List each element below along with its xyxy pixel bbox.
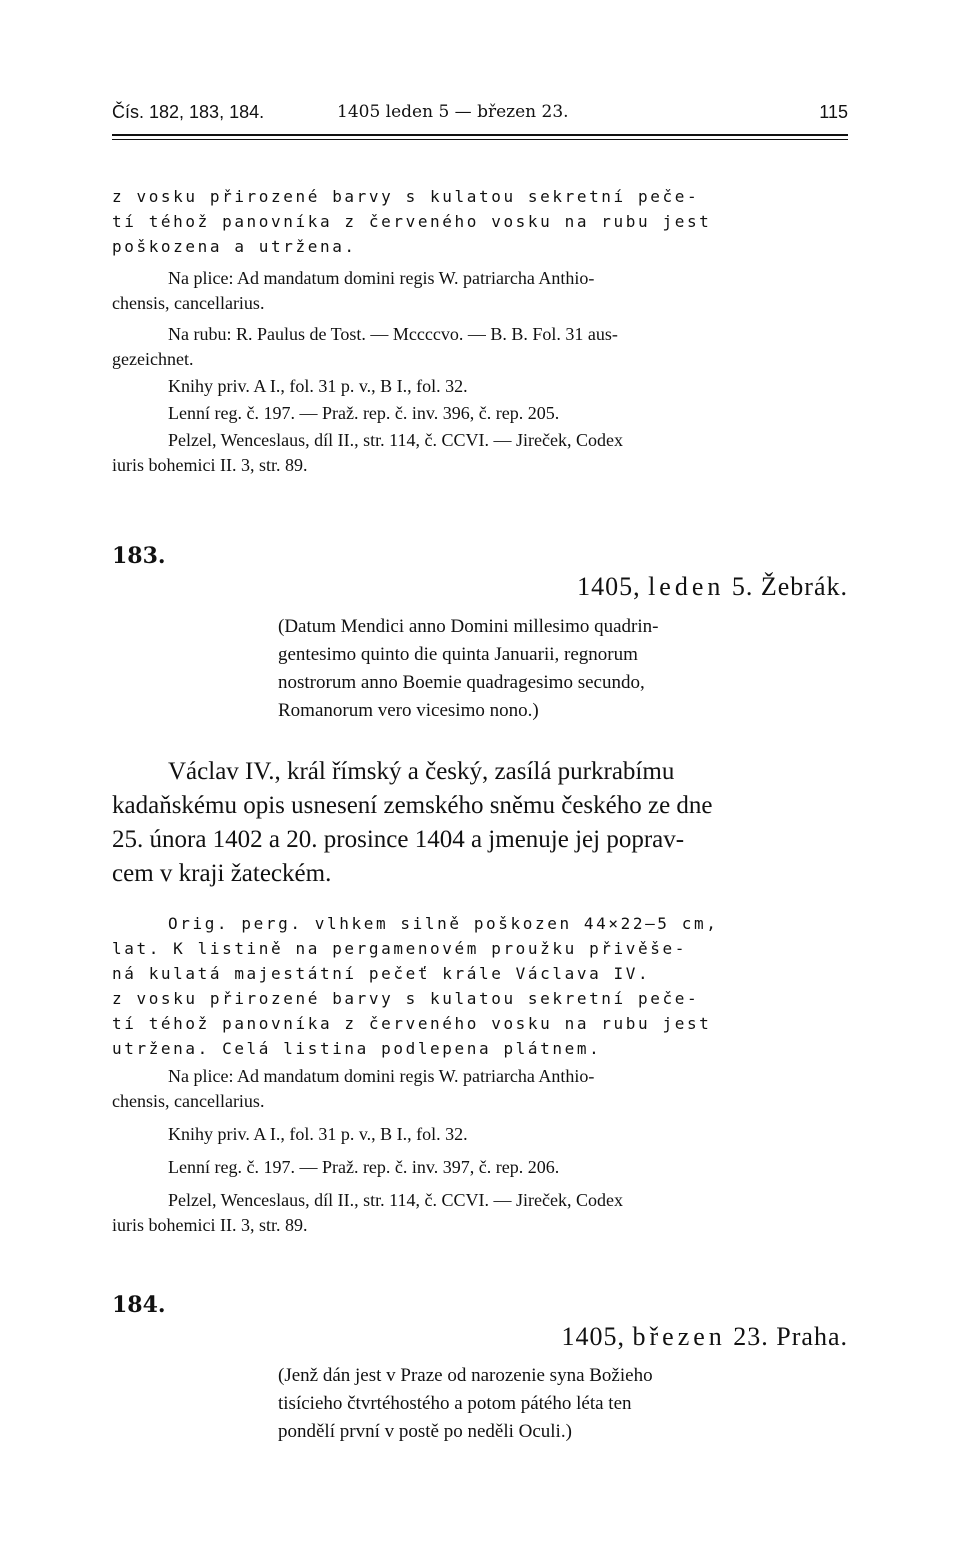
description-line: Orig. perg. vlhkem silně poškozen 44×22—5 cm, — [168, 914, 719, 933]
note-line: Lenní reg. č. 197. — Praž. rep. č. inv. 397, č. rep. 206. — [168, 1157, 560, 1177]
page-number: 115 — [819, 102, 848, 122]
latin-line: gentesimo quinto die quinta Januarii, regnorum — [278, 644, 638, 665]
summary-line: 25. února 1402 a 20. prosince 1404 a jmenuje jej poprav- — [112, 826, 685, 853]
latin-dating — [278, 613, 848, 725]
dating-line: (Jenž dán jest v Praze od narozenie syna Božieho — [278, 1365, 653, 1386]
note-line: Na plice: Ad mandatum domini regis W. patriarcha Anthio- — [168, 1066, 595, 1086]
note-line: Lenní reg. č. 197. — Praž. rep. č. inv. 396, č. rep. 205. — [168, 403, 560, 423]
description-line: poškozena a utržena. — [112, 237, 357, 256]
document-notes — [112, 1064, 848, 1238]
document-dateline — [577, 572, 848, 602]
dateline-month: leden — [648, 572, 725, 601]
summary-line: Václav IV., král římský a český, zasílá purkrabímu — [168, 758, 675, 785]
document-description — [112, 911, 848, 1061]
running-header — [112, 98, 848, 128]
czech-dating — [278, 1362, 848, 1446]
dating-line: tisícieho čtvrtéhostého a potom pátého léta ten — [278, 1393, 632, 1414]
description-line: tí téhož panovníka z červeného vosku na rubu jest — [112, 1014, 712, 1033]
note-line: gezeichnet. — [112, 349, 194, 369]
note-line: Pelzel, Wenceslaus, díl II., str. 114, č. CCVI. — Jireček, Codex — [168, 1190, 623, 1210]
description-line: ná kulatá majestátní pečeť krále Václava IV. — [112, 964, 651, 983]
latin-line: Romanorum vero vicesimo nono.) — [278, 700, 539, 721]
note-line: Na plice: Ad mandatum domini regis W. patriarcha Anthio- — [168, 268, 595, 288]
prev-doc-description — [112, 184, 848, 259]
description-line: z vosku přirozené barvy s kulatou sekretní peče- — [112, 187, 700, 206]
prev-doc-notes — [112, 266, 848, 478]
note-line: chensis, cancellarius. — [112, 293, 265, 313]
dating-line: pondělí první v postě po neděli Oculi.) — [278, 1421, 572, 1442]
document-number: 184. — [112, 1292, 166, 1318]
dateline-day-place: 23. Praha. — [733, 1322, 848, 1351]
description-line: utržena. Celá listina podlepena plátnem. — [112, 1039, 602, 1058]
note-line: Knihy priv. A I., fol. 31 p. v., B I., fol. 32. — [168, 376, 468, 396]
summary-line: cem v kraji žateckém. — [112, 860, 332, 887]
note-line: Knihy priv. A I., fol. 31 p. v., B I., fol. 32. — [168, 1124, 468, 1144]
header-document-numbers: Čís. 182, 183, 184. — [112, 102, 265, 122]
latin-line: (Datum Mendici anno Domini millesimo quadrin- — [278, 616, 659, 637]
header-rule-thin — [112, 139, 848, 140]
note-line: chensis, cancellarius. — [112, 1091, 265, 1111]
note-line: iuris bohemici II. 3, str. 89. — [112, 455, 308, 475]
header-date-range: 1405 leden 5 — březen 23. — [337, 102, 569, 122]
document-number: 183. — [112, 543, 166, 569]
description-line: lat. K listině na pergamenovém proužku přivěše- — [112, 939, 687, 958]
document-summary — [112, 755, 848, 891]
summary-line: kadaňskému opis usnesení zemského sněmu českého ze dne — [112, 792, 713, 819]
dateline-year: 1405, — [561, 1322, 626, 1351]
note-line: Pelzel, Wenceslaus, díl II., str. 114, č. CCVI. — Jireček, Codex — [168, 430, 623, 450]
note-line: Na rubu: R. Paulus de Tost. — Mccccvo. — B. B. Fol. 31 aus- — [168, 324, 618, 344]
header-rule — [112, 134, 848, 136]
dateline-year: 1405, — [577, 572, 641, 601]
dateline-day-place: 5. Žebrák. — [731, 572, 848, 601]
document-dateline — [562, 1322, 848, 1352]
dateline-month: březen — [632, 1322, 726, 1351]
description-line: z vosku přirozené barvy s kulatou sekretní peče- — [112, 989, 700, 1008]
description-line: tí téhož panovníka z červeného vosku na rubu jest — [112, 212, 712, 231]
latin-line: nostrorum anno Boemie quadragesimo secundo, — [278, 672, 645, 693]
note-line: iuris bohemici II. 3, str. 89. — [112, 1215, 308, 1235]
